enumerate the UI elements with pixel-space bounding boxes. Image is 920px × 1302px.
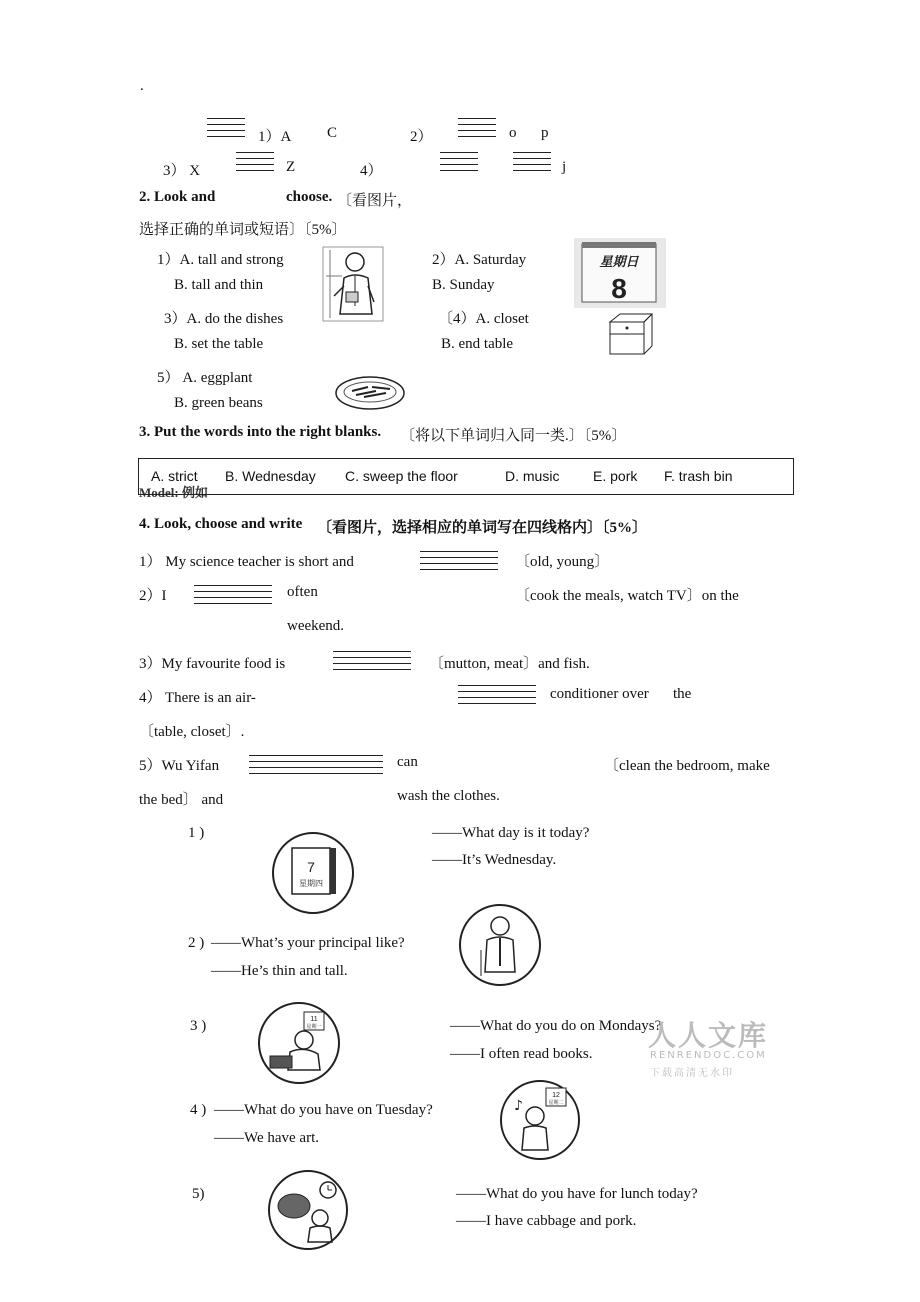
music-note-icon: ♪ (514, 1098, 523, 1114)
sec3-heading: 3. Put the words into the right blanks. (139, 424, 382, 440)
green-beans-illustration (334, 373, 406, 413)
picture-circle (258, 1002, 340, 1084)
watermark-subtitle: 下载高清无水印 (650, 1068, 734, 1079)
sec4-l2c: 〔cook the meals, watch TV〕on the (515, 588, 739, 604)
sec2-q2a: 2）A. Saturday (432, 252, 527, 268)
sec1-item2: 2） (410, 129, 433, 145)
dialog-question: ——What day is it today? (432, 825, 590, 841)
writing-lines[interactable] (236, 152, 274, 176)
sec4-l2a: 2）I (139, 588, 167, 604)
watermark-title: 人人文库 (648, 1019, 769, 1052)
sec3-heading-cn: 〔将以下单词归入同一类.〕〔5%〕 (400, 428, 627, 444)
sec2-heading-a: 2. Look and (139, 189, 216, 205)
sec4-l3a: 3）My favourite food is (139, 656, 286, 672)
writing-lines[interactable] (249, 755, 383, 779)
sec4-l4b: conditioner over (550, 686, 649, 702)
sec2-q5b: B. green beans (174, 395, 263, 411)
dialog-question: ——What’s your principal like? (211, 935, 405, 951)
writing-lines[interactable] (440, 152, 478, 176)
sec4-l2d: weekend. (287, 618, 345, 634)
writing-lines[interactable] (333, 651, 411, 675)
man-illustration (322, 246, 384, 322)
sec1-item3-after: Z (286, 159, 296, 175)
sec4-l3b: 〔mutton, meat〕and fish. (429, 656, 590, 672)
word-option: B. Wednesday (225, 468, 316, 484)
picture-circle (268, 1170, 348, 1250)
dialog-answer: ——He’s thin and tall. (211, 963, 348, 979)
dialog-num: 4 ) (190, 1102, 207, 1118)
sec1-item4-after: j (562, 159, 567, 175)
end-table-illustration (606, 312, 654, 356)
sec1-item3: 3） X (163, 163, 201, 179)
sec1-item1: 1）A (258, 129, 292, 145)
sec2-heading-d: 选择正确的单词或短语〕〔5%〕 (139, 222, 347, 238)
sec4-l5e: wash the clothes. (397, 788, 500, 804)
boy-music-illustration (502, 1082, 578, 1158)
sec2-q4b: B. end table (441, 336, 514, 352)
calendar-day-text: 星期一 (306, 1024, 322, 1030)
sec4-l5c: 〔clean the bedroom, make (604, 758, 770, 774)
picture-circle (500, 1080, 580, 1160)
sec2-q4a: 〔4）A. closet (438, 311, 529, 327)
dialog-num: 3 ) (190, 1018, 207, 1034)
picture-circle (459, 904, 541, 986)
sec1-item1-after: C (327, 125, 338, 141)
calendar-number: 7 (307, 859, 315, 875)
dialog-answer: ——I have cabbage and pork. (456, 1213, 637, 1229)
sec2-q1b: B. tall and thin (174, 277, 264, 293)
sec2-q3b: B. set the table (174, 336, 264, 352)
word-option: C. sweep the floor (345, 468, 458, 484)
lunch-illustration (270, 1172, 346, 1248)
word-option: D. music (505, 468, 560, 484)
sec4-l1a: 1） My science teacher is short and (139, 554, 354, 570)
sec4-l2b: often (287, 584, 318, 600)
sec2-heading-b: choose. (286, 189, 333, 205)
sec2-q1a: 1）A. tall and strong (157, 252, 284, 268)
writing-lines[interactable] (458, 118, 496, 142)
sec4-heading: 4. Look, choose and write (139, 516, 303, 532)
principal-illustration (461, 906, 539, 984)
word-option: F. trash bin (664, 468, 733, 484)
calendar-number: 8 (611, 273, 627, 304)
calendar-day-text: 星期四 (299, 879, 323, 888)
sec1-item2-after: o (509, 125, 517, 141)
sec2-q5a: 5） A. eggplant (157, 370, 253, 386)
sec4-heading-cn: 〔看图片，选择相应的单词写在四线格内〕〔5%〕 (317, 520, 648, 536)
calendar-number: 12 (552, 1092, 560, 1099)
dialog-question: ——What do you have on Tuesday? (214, 1102, 433, 1118)
writing-lines[interactable] (194, 585, 272, 609)
dialog-num: 1 ) (188, 825, 205, 841)
dialog-question: ——What do you do on Mondays? (450, 1018, 662, 1034)
sec1-item2-after2: p (541, 125, 549, 141)
picture-circle (272, 832, 354, 914)
calendar-day-text: 星期日 (599, 255, 639, 270)
stray-dot: . (140, 78, 144, 94)
sec2-q2b: B. Sunday (432, 277, 495, 293)
sec4-l4a: 4） There is an air- (139, 690, 256, 706)
sec2-heading-c: 〔看图片， (337, 193, 413, 209)
dialog-question: ——What do you have for lunch today? (456, 1186, 698, 1202)
sec3-model: Model: 例如 (139, 485, 208, 500)
calendar-illustration (574, 238, 666, 308)
dialog-answer: ——We have art. (214, 1130, 319, 1146)
sec4-l4c: the (673, 686, 692, 702)
watermark-site: RENRENDOC.COM (650, 1050, 767, 1061)
sec4-l5a: 5）Wu Yifan (139, 758, 220, 774)
sec1-item4: 4） (360, 163, 383, 179)
calendar-day-text: 星期二 (548, 1100, 564, 1106)
reading-girl-illustration (260, 1004, 338, 1082)
dialog-answer: ——I often read books. (450, 1046, 593, 1062)
calendar-number: 11 (310, 1016, 318, 1023)
dialog-answer: ——It’s Wednesday. (432, 852, 557, 868)
writing-lines[interactable] (207, 118, 245, 142)
dialog-num: 2 ) (188, 935, 205, 951)
writing-lines[interactable] (420, 551, 498, 575)
dialog-num: 5) (192, 1186, 205, 1202)
sec4-l4d: 〔table, closet〕. (139, 724, 245, 740)
sec4-l1b: 〔old, young〕 (515, 554, 610, 570)
word-options-box (138, 458, 794, 495)
sec2-q3a: 3）A. do the dishes (164, 311, 284, 327)
sec4-l5d: the bed〕 and (139, 792, 224, 808)
word-option: E. pork (593, 468, 638, 484)
word-option: A. strict (151, 468, 198, 484)
sec4-l5b: can (397, 754, 418, 770)
calendar-thursday-illustration (274, 834, 352, 912)
writing-lines[interactable] (513, 152, 551, 176)
writing-lines[interactable] (458, 685, 536, 709)
